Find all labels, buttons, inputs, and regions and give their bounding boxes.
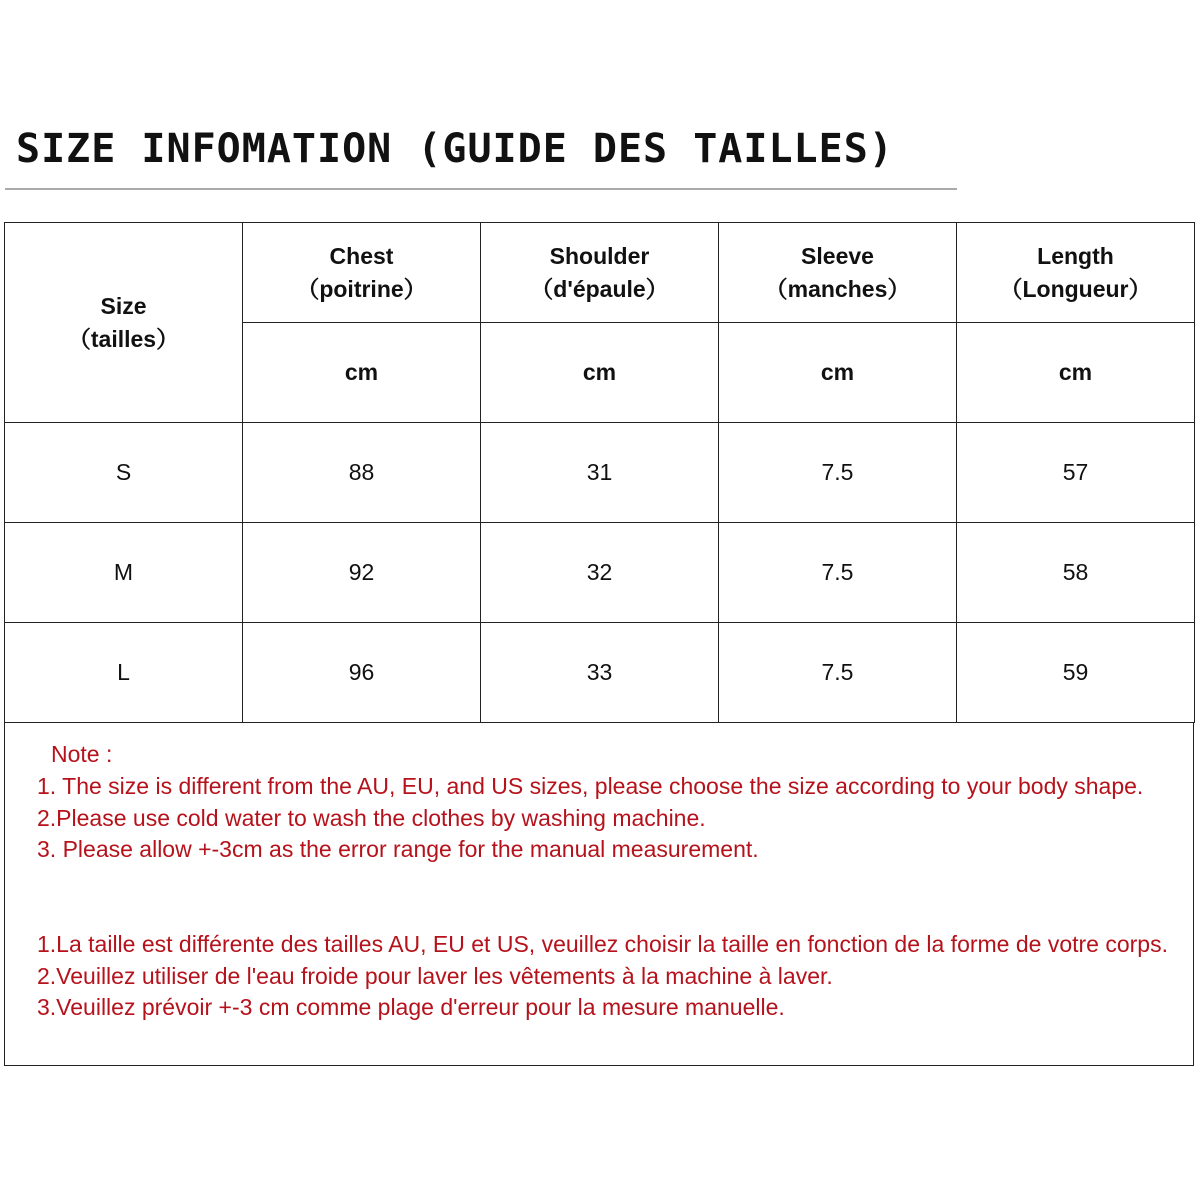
unit-cell: cm <box>719 323 957 423</box>
note-item: 1. The size is different from the AU, EU, and US sizes, please choose the size according to your body shape. <box>37 773 1144 799</box>
size-header-cell <box>5 223 243 423</box>
value-cell: 33 <box>481 623 719 723</box>
value-cell: 88 <box>243 423 481 523</box>
column-label-fr: （poitrine） <box>296 275 427 302</box>
column-header-length <box>957 223 1195 323</box>
column-label: Sleeve <box>801 242 874 269</box>
value-cell: 59 <box>957 623 1195 723</box>
page-title: SIZE INFOMATION (GUIDE DES TAILLES) <box>16 126 894 172</box>
table-row <box>5 423 1195 523</box>
table-row <box>5 523 1195 623</box>
size-cell: M <box>5 523 243 623</box>
unit-cell: cm <box>243 323 481 423</box>
notes-box <box>4 723 1194 1066</box>
note-item: 3.Veuillez prévoir +-3 cm comme plage d'erreur pour la mesure manuelle. <box>37 994 785 1020</box>
column-header-shoulder <box>481 223 719 323</box>
note-item: 2.Please use cold water to wash the clothes by washing machine. <box>37 804 706 831</box>
column-label: Chest <box>329 242 394 269</box>
unit-cell: cm <box>957 323 1195 423</box>
size-cell: L <box>5 623 243 723</box>
notes-french <box>37 929 1187 1024</box>
column-label-fr: （manches） <box>764 275 911 302</box>
value-cell: 57 <box>957 423 1195 523</box>
size-table <box>4 222 1195 723</box>
value-cell: 96 <box>243 623 481 723</box>
value-cell: 7.5 <box>719 423 957 523</box>
note-item: 1.La taille est différente des tailles AU, EU et US, veuillez choisir la taille en fonction de la forme de votre corps. <box>37 931 1168 957</box>
column-label: Length <box>1037 242 1114 269</box>
note-item: 3. Please allow +-3cm as the error range for the manual measurement. <box>37 836 759 862</box>
value-cell: 92 <box>243 523 481 623</box>
value-cell: 7.5 <box>719 623 957 723</box>
note-title: Note : <box>51 741 113 767</box>
table-header-row <box>5 223 1195 323</box>
value-cell: 58 <box>957 523 1195 623</box>
column-header-chest <box>243 223 481 323</box>
note-item: 2.Veuillez utiliser de l'eau froide pour laver les vêtements à la machine à laver. <box>37 962 833 989</box>
size-cell: S <box>5 423 243 523</box>
value-cell: 7.5 <box>719 523 957 623</box>
notes-english <box>37 771 1167 866</box>
column-label-fr: （d'épaule） <box>530 275 669 302</box>
column-label-fr: （Longueur） <box>999 275 1152 302</box>
column-header-sleeve <box>719 223 957 323</box>
value-cell: 31 <box>481 423 719 523</box>
size-header-label: Size <box>100 292 147 319</box>
table-row <box>5 623 1195 723</box>
title-divider <box>5 188 957 190</box>
value-cell: 32 <box>481 523 719 623</box>
size-header-label-fr: （tailles） <box>67 325 180 352</box>
unit-cell: cm <box>481 323 719 423</box>
column-label: Shoulder <box>549 242 650 269</box>
